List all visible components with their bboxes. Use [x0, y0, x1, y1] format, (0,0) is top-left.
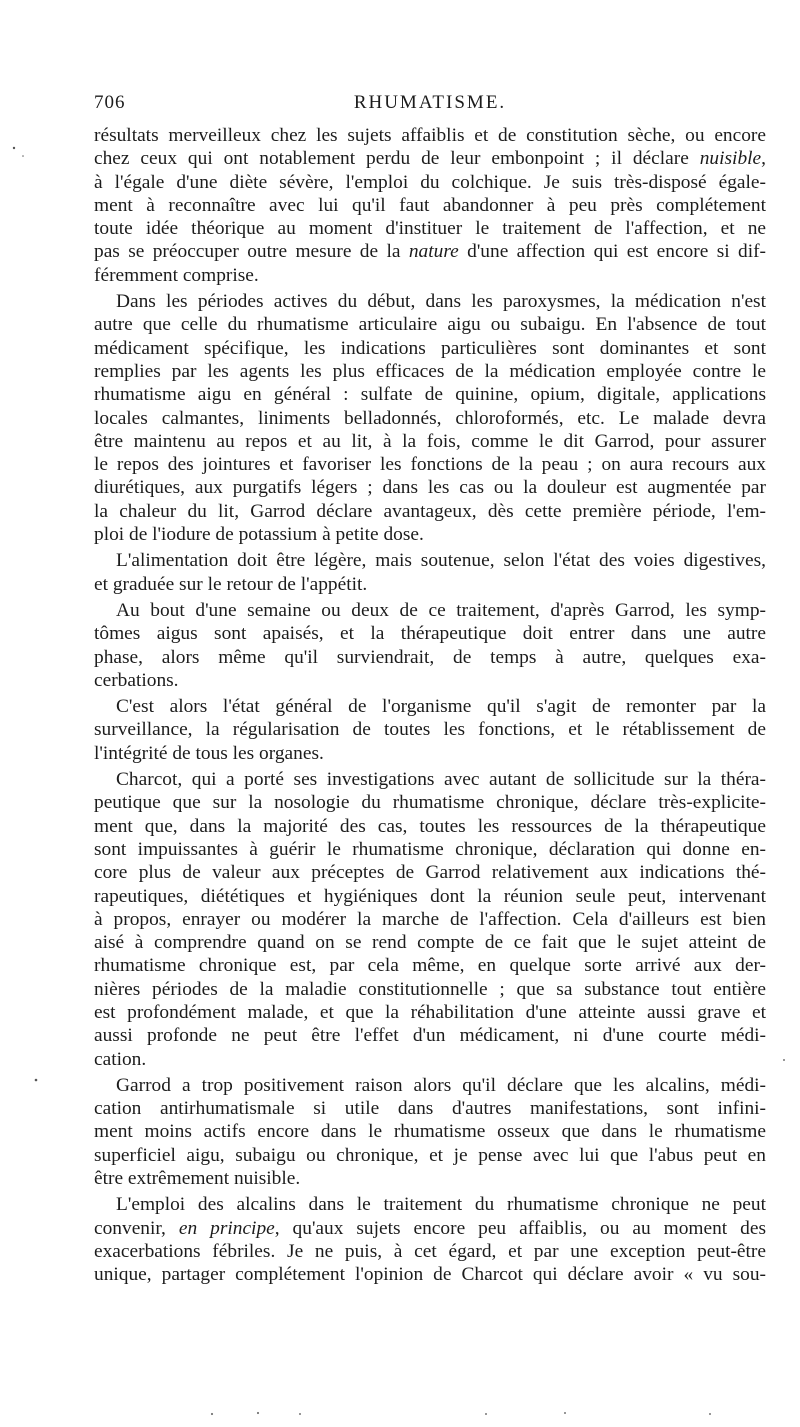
text-line: rhumatisme chronique est, par cela même, en quelque sorte arrivé aux der-	[94, 955, 766, 977]
speck	[709, 1413, 711, 1415]
text-line: la chaleur du lit, Garrod déclare avantageux, dès cette première période, l'em-	[94, 500, 766, 522]
text-line: sont impuissantes à guérir le rhumatisme chronique, déclaration qui donne en-	[94, 838, 766, 860]
speck	[299, 1413, 301, 1415]
text-line: chez ceux qui ont notablement perdu de leur embonpoint ; il déclare nuisible,	[94, 148, 766, 170]
paragraph	[94, 124, 766, 287]
text-line: tômes aigus sont apaisés, et la thérapeutique doit entrer dans une autre	[94, 623, 766, 645]
text-line: être maintenu au repos et au lit, à la fois, comme le dit Garrod, pour assurer	[94, 430, 766, 452]
text-line: cation antirhumatismale si utile dans d'autres manifestations, sont infini-	[94, 1098, 766, 1120]
text-line: phase, alors même qu'il surviendrait, de temps à autre, quelques exa-	[94, 646, 766, 668]
text-line: médicament spécifique, les indications particulières sont dominantes et sont	[94, 337, 766, 359]
text-line: Charcot, qui a porté ses investigations avec autant de sollicitude sur la théra-	[116, 769, 766, 791]
text-line: être extrêmement nuisible.	[94, 1168, 301, 1190]
paragraph	[94, 1074, 766, 1190]
text-line: core plus de valeur aux préceptes de Garrod relativement aux indications thé-	[94, 862, 766, 884]
text-line: autre que celle du rhumatisme articulaire aigu ou subaigu. En l'absence de tout	[94, 314, 766, 336]
text-line: ploi de l'iodure de potassium à petite dose.	[94, 524, 424, 546]
paragraph	[94, 599, 766, 692]
text-line: Dans les périodes actives du début, dans les paroxysmes, la médication n'est	[116, 291, 766, 313]
text-line: cation.	[94, 1048, 147, 1070]
text-line: L'alimentation doit être légère, mais soutenue, selon l'état des voies digestives,	[116, 550, 766, 572]
text-line: unique, partager complétement l'opinion de Charcot qui déclare avoir « vu sou-	[94, 1264, 766, 1286]
text-line: nières périodes de la maladie constitutionnelle ; que sa substance tout entière	[94, 978, 766, 1000]
body-text	[94, 124, 766, 1287]
page-number: 706	[94, 92, 126, 113]
text-line: Garrod a trop positivement raison alors qu'il déclare que les alcalins, médi-	[116, 1074, 766, 1096]
page-header	[94, 92, 766, 118]
speck	[211, 1413, 213, 1415]
text-line: C'est alors l'état général de l'organisme qu'il s'agit de remonter par la	[116, 696, 766, 718]
text-line: à propos, enrayer ou modérer la marche de l'affection. Cela d'ailleurs est bien	[94, 908, 766, 930]
speck	[564, 1412, 566, 1414]
text-line: ment moins actifs encore dans le rhumatisme osseux que dans le rhumatisme	[94, 1121, 766, 1143]
paragraph	[94, 695, 766, 765]
paragraph	[94, 549, 766, 596]
running-title: RHUMATISME.	[353, 92, 507, 113]
text-line: surveillance, la régularisation de toutes les fonctions, et le rétablissement de	[94, 719, 766, 741]
text-line: résultats merveilleux chez les sujets affaiblis et de constitution sèche, ou encore	[94, 125, 766, 146]
text-line: féremment comprise.	[94, 264, 259, 286]
text-line: L'emploi des alcalins dans le traitement du rhumatisme chronique ne peut	[116, 1194, 766, 1216]
text-line: rapeutiques, diététiques et hygiéniques dont la réunion seule peut, intervenant	[94, 885, 766, 907]
text-line: peutique que sur la nosologie du rhumatisme chronique, déclare très-explicite-	[94, 792, 766, 814]
speck	[257, 1412, 259, 1414]
speck	[22, 155, 24, 157]
text-line: est profondément malade, et que la réhabilitation d'une atteinte aussi grave et	[94, 1001, 766, 1023]
text-line: remplies par les agents les plus efficaces de la médication employée contre le	[94, 360, 766, 382]
speck	[35, 1079, 38, 1082]
text-line: pas se préoccuper outre mesure de la nature d'une affection qui est encore si dif-	[94, 241, 766, 263]
speck	[783, 1059, 785, 1061]
speck	[13, 147, 15, 149]
text-line: toute idée théorique au moment d'instituer le traitement de l'affection, et ne	[94, 218, 766, 240]
speck	[485, 1413, 487, 1415]
text-line: ment que, dans la majorité des cas, toutes les ressources de la thérapeutique	[94, 815, 766, 837]
text-line: rhumatisme aigu en général : sulfate de quinine, opium, digitale, applications	[94, 384, 766, 406]
text-line: à l'égale d'une diète sévère, l'emploi du colchique. Je suis très-disposé égale-	[94, 171, 766, 193]
text-line: le repos des jointures et favoriser les fonctions de la peau ; on aura recours aux	[94, 454, 766, 476]
text-line: exacerbations fébriles. Je ne puis, à cet égard, et par une exception peut-être	[94, 1240, 766, 1262]
paragraph	[94, 290, 766, 546]
text-line: diurétiques, aux purgatifs légers ; dans les cas ou la douleur est augmentée par	[94, 477, 766, 499]
text-line: cerbations.	[94, 669, 179, 691]
text-line: convenir, en principe, qu'aux sujets encore peu affaiblis, ou au moment des	[94, 1217, 766, 1239]
text-line: aussi profonde ne peut être l'effet d'un médicament, ni d'une courte médi-	[94, 1025, 766, 1047]
text-line: ment à reconnaître avec lui qu'il faut abandonner à peu près complétement	[94, 194, 766, 216]
text-line: l'intégrité de tous les organes.	[94, 742, 324, 764]
text-line: et graduée sur le retour de l'appétit.	[94, 573, 368, 595]
paragraph	[94, 768, 766, 1071]
text-line: Au bout d'une semaine ou deux de ce traitement, d'après Garrod, les symp-	[116, 599, 766, 621]
paragraph	[94, 1193, 766, 1286]
text-line: aisé à comprendre quand on se rend compte de ce fait que le sujet atteint de	[94, 932, 766, 954]
text-line: locales calmantes, liniments belladonnés, chloroformés, etc. Le malade devra	[94, 407, 766, 429]
text-line: superficiel aigu, subaigu ou chronique, et je pense avec lui que l'abus peut en	[94, 1144, 766, 1166]
